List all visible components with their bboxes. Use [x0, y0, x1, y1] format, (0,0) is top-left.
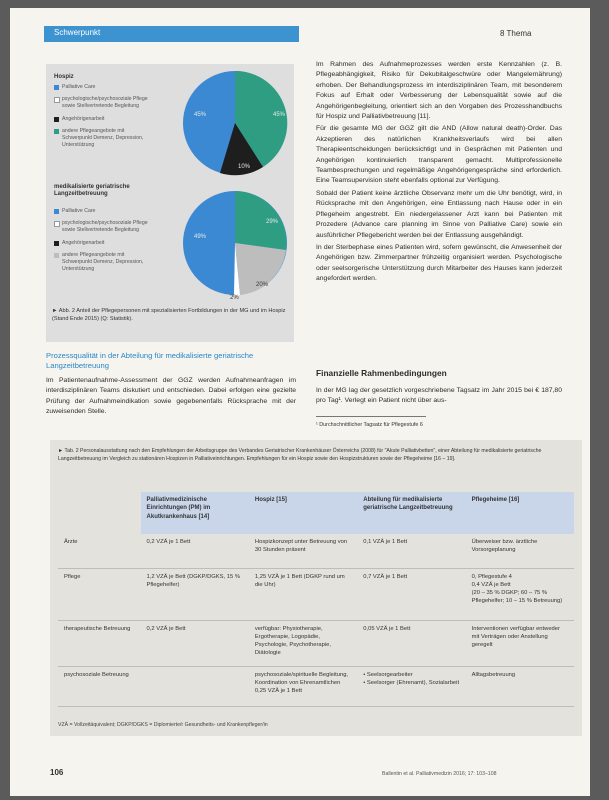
table-cell: 0,7 VZÄ je 1 Bett — [357, 568, 465, 620]
table-cell: psychosoziale/spirituelle Begleitung, Koordination von Ehrenamtlichen 0,25 VZÄ je 1 Bett — [249, 666, 357, 706]
table-header-row — [58, 492, 574, 534]
section-heading: Finanzielle Rahmenbedingungen — [316, 368, 447, 378]
table-caption: ► Tab. 2 Personalausstattung nach den Empfehlungen der Arbeitsgruppe des Verbandes Geriatrischer Krankenhäuser Österreichs (2008) für "Akute Palliativbetten", einer Abteilung für medikalisierte geriatrische Langzeitbetreuung im Vergleich zu stationären Hospizen in Palliativeinrichtungen. Empfehlungen für ein Hospiz sowie den Hospizstrukturen sowie der Pflegeheime [16 – 19]. — [58, 448, 542, 462]
langzeit-pie-chart — [180, 188, 290, 300]
paragraph: Sobald der Patient keine ärztliche Observanz mehr um die Uhr benötigt, wird, in Rücksprache mit den Angehörigen, eine Entlassung nach Hause oder in ein Pflegeheim angestrebt. Ein niedergelassener Arzt kann bei Patienten mit Prozedere (Advance care planning im Sinne von Palliative Care) sowie ein ausführlicher Pflegebericht werden bei der Entlassung ausgehändigt. — [316, 189, 562, 239]
header-topic-label: 8 Thema — [500, 29, 532, 38]
table-cell: 0,1 VZÄ je 1 Bett — [357, 534, 465, 568]
table-cell: 0,05 VZÄ je 1 Bett — [357, 620, 465, 666]
pie-label: 49% — [194, 234, 207, 240]
table-header-cell: Hospiz [15] — [249, 492, 357, 534]
footer-citation: Ballentin et al. Palliativmedizin 2016; 17: 103–108 — [382, 771, 497, 777]
hospiz-pie-chart — [180, 68, 290, 178]
left-paragraph: Im Patientenaufnahme-Assessment der GGZ werden Aufnahmeanfragen im interdisziplinären Teams diskutiert und entschieden. Dabei erfolgen eine gezielte Prüfung der Aufnahmeindikation sowie gegebenenfalls Rücksprache mit der zuweisenden Stelle. — [46, 377, 296, 416]
chart1-legend-item: Palliative Care — [54, 84, 154, 91]
pie-label: 2% — [230, 295, 239, 300]
table-cell — [141, 666, 249, 706]
table-cell: • Seelsorgearbeiter • Seelsorger (Ehrenamt), Sozialarbeit — [357, 666, 465, 706]
table-cell: verfügbar: Physiotherapie, Ergotherapie, Logopädie, Psychologie, Psychotherapie, Diätologie — [249, 620, 357, 666]
right-column-text — [316, 60, 562, 287]
table-cell: therapeutische Betreuung — [58, 620, 141, 666]
table-row — [58, 620, 574, 666]
chart1-title: Hospiz — [54, 74, 74, 80]
table-row — [58, 534, 574, 568]
table-cell: psychosoziale Betreuung — [58, 666, 141, 706]
table-cell: 0, Pflegestufe 4 0,4 VZÄ je Bett (20 – 35 % DGKP; 60 – 75 % Pflegehelfer; 10 – 15 % Betreuung) — [466, 568, 574, 620]
table-header-cell: Abteilung für medikalisierte geriatrische Langzeitbetreuung — [357, 492, 465, 534]
table-row — [58, 568, 574, 620]
table-cell: 1,25 VZÄ je 1 Bett (DGKP rund um die Uhr) — [249, 568, 357, 620]
table-cell: Überweiser bzw. ärztliche Vorsorgeplanung — [466, 534, 574, 568]
table-cell: Ärzte — [58, 534, 141, 568]
chart2-legend-item: Palliative Care — [54, 208, 154, 215]
table-cell: Alltagsbetreuung — [466, 666, 574, 706]
pie-label: 45% — [194, 112, 207, 118]
document-page — [10, 8, 590, 796]
footnote-rule — [316, 416, 426, 417]
table-header-cell: Palliativmedizinische Einrichtungen (PM) im Akutkrankenhaus [14] — [141, 492, 249, 534]
table-cell: Hospizkonzept unter Betreuung von 30 Stunden präsent — [249, 534, 357, 568]
chart1-legend-item: Angehörigenarbeit — [54, 116, 154, 123]
pie-label: 29% — [266, 219, 279, 225]
table-cell: Interventionen verfügbar entweder mit Verträgen oder Anstellung geregelt — [466, 620, 574, 666]
pie-label: 10% — [238, 164, 251, 170]
table-cell: 1,2 VZÄ je Bett (DGKP/DGKS, 15 % Pflegehelfer) — [141, 568, 249, 620]
section-paragraph: In der MG lag der gesetzlich vorgeschriebene Tagsatz im Jahr 2015 bei € 187,80 pro Tag¹. Verlegt ein Patient nicht über aus- — [316, 387, 562, 405]
chart2-legend-item: andere Pflegeangebote mit Schwerpunkt Demenz, Depression, Unterstützung — [54, 252, 154, 273]
pie-slice-psychosocial — [235, 191, 286, 250]
paragraph: Im Rahmen des Aufnahmeprozesses werden erste Kennzahlen (z. B. Pflegeabhängigkeit, Risiko für Dekubitalgeschwüre oder Mangelernährung) erhoben. Der Behandlungsprozess im interdisziplinären Team, mit besonderem Fokus auf Erhalt oder Verbesserung der Lebensqualität sowie auf die Angehörigenbegleitung, orientiert sich an den Vorgaben des Prozesshandbuchs für Hospiz und Palliativbetreuung [11]. — [316, 61, 562, 121]
table-header-cell: Pflegeheime [16] — [466, 492, 574, 534]
chart1-legend-item: psychologische/psychosoziale Pflege sowie Stellvertretende Begleitung — [54, 96, 154, 110]
table-cell: 0,2 VZÄ je 1 Bett — [141, 534, 249, 568]
page-number: 106 — [50, 768, 64, 777]
left-subheading: Prozessqualität in der Abteilung für medikalisierte geriatrische Langzeitbetreuung — [46, 351, 254, 370]
header-section-label: Schwerpunkt — [54, 28, 101, 37]
pie-label: 45% — [273, 112, 286, 118]
figure-caption: ► Abb. 2 Anteil der Pflegepersonen mit spezialisierten Fortbildungen in der MG und im Hospiz (Stand Ende 2015) (Q: Statistik). — [52, 308, 286, 322]
footnote: ¹ Durchschnittlicher Tagsatz für Pflegestufe 6 — [316, 422, 423, 428]
pie-label: 20% — [256, 282, 269, 288]
table-header-cell — [58, 492, 141, 534]
chart1-legend-item: andere Pflegeangebote mit Schwerpunkt Demenz, Depression, Unterstützung — [54, 128, 154, 149]
table-cell: Pflege — [58, 568, 141, 620]
table-cell: 0,2 VZÄ je Bett — [141, 620, 249, 666]
table-row — [58, 666, 574, 706]
chart2-title: medikalisierte geriatrische Langzeitbetreuung — [54, 184, 130, 197]
chart2-legend-item: psychologische/psychosoziale Pflege sowie Stellvertretende Begleitung — [54, 220, 154, 234]
chart2-legend-item: Angehörigenarbeit — [54, 240, 154, 247]
paragraph: Für die gesamte MG der GGZ gilt die AND (Allow natural death)-Order. Das Akzeptieren des natürlichen Krankheitsverlaufs wird bei allen Therapieentscheidungen berücksichtigt und in Gesprächen mit Patienten und Angehörigen kontinuierlich transparent gemacht. Multiprofessionelle Teambesprechungen und regelmäßige Angehörigengespräche sind erforderlich. Eine Teamsupervision steht ebenfalls optional zur Verfügung. — [316, 125, 562, 185]
staffing-table — [58, 492, 574, 707]
table-note: VZÄ = Vollzeitäquivalent; DGKP/DGKS = Diplomierte/r Gesundheits- und Krankenpfleger/in — [58, 722, 268, 728]
paragraph: In der Sterbephase eines Patienten wird, sofern gewünscht, die Anwesenheit der Angehörigen bzw. Zimmerpartner frühzeitig organisiert werden. Psychologische oder seelsorgerische Unterstützung durch Mitarbeiter des Hauses kann jederzeit angefordert werden. — [316, 243, 562, 283]
